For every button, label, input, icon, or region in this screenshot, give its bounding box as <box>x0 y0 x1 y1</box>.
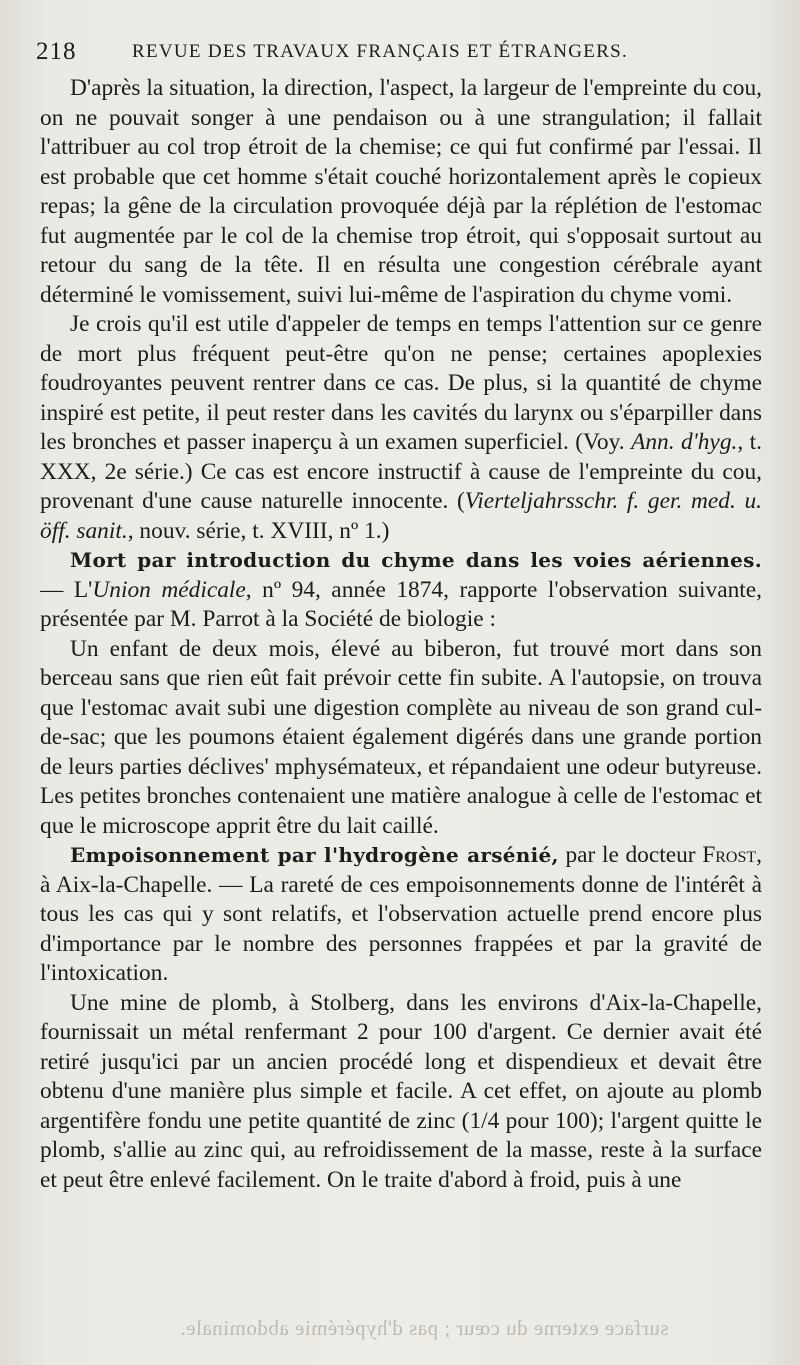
source-text: , nouv. série, t. XVIII, nº 1.) <box>127 517 390 544</box>
paragraph-text: D'après la situation, la direction, l'aspect, la largeur de l'empreinte du cou, on ne pouvait songer à une pendaison ou à une strangulation; il fallait l'attribuer au col trop étroit de la chemise; ce qui fut confirmé par l'essai. Il est probable que cet homme s'était couché horizontalement après le copieux repas; la gêne de la circulation provoquée déjà par la réplétion de l'estomac fut augmentée par le col de la chemise trop étroit, qui s'opposait surtout au retour du sang de la tête. Il en résulta une congestion cérébrale ayant déterminé le vomissement, suivi lui-même de l'aspiration du chyme vomi. <box>40 75 762 308</box>
paragraph-text: , à Aix-la-Chapelle. — La rareté de ces empoisonnements donne de l'intérêt à tous les cas qui y sont relatifs, et l'observation actuelle prend encore plus d'importance par le nombre des personnes frappées et par la gravité de l'intoxication. <box>40 842 762 986</box>
body-text <box>40 74 762 1195</box>
paragraph <box>40 74 762 310</box>
paragraph-text: par le docteur <box>558 842 703 868</box>
page-header <box>36 38 776 68</box>
section-heading: Mort par introduction du chyme dans les voies aériennes. <box>70 548 762 572</box>
author-name: Frost <box>702 842 757 868</box>
citation-text: , t. XXX, 2e série.) Ce cas est encore instructif à cause de l'empreinte du cou, provenant d'une cause naturelle innocente. ( <box>40 429 762 514</box>
paragraph-text: Un enfant de deux mois, élevé au biberon, fut trouvé mort dans son berceau sans que rien eût fait prévoir cette fin subite. A l'autopsie, on trouva que l'estomac avait subi une digestion complète au niveau de son grand cul-de-sac; que les poumons étaient également digérés dans une grande portion de leurs parties déclives' mphysémateux, et répandaient une odeur butyreuse. Les petites bronches contenaient une matière analogue à celle de l'estomac et que le microscope apprit être du lait caillé. <box>40 635 762 839</box>
paragraph <box>40 841 762 989</box>
paragraph <box>40 546 762 635</box>
paragraph <box>40 635 762 842</box>
paragraph <box>40 989 762 1196</box>
running-head: REVUE DES TRAVAUX FRANÇAIS ET ÉTRANGERS. <box>132 41 629 62</box>
section-heading: Empoisonnement par l'hydrogène arsénié, <box>70 843 559 867</box>
bleed-through-text: surface externe du cœur ; pas d'hypérémie abdominale. <box>180 1316 669 1340</box>
paragraph-text: Je crois qu'il est utile d'appeler de temps en temps l'attention sur ce genre de mort plus fréquent peut-être qu'on ne pense; certaines apoplexies foudroyantes peuvent rentrer dans ce cas. De plus, si la quantité de chyme inspiré est petite, il peut rester dans les cavités du larynx ou s'éparpiller dans les bronches et passer inaperçu à un examen superficiel. (Voy. <box>40 311 762 455</box>
paragraph <box>40 310 762 546</box>
citation-journal: Ann. d'hyg. <box>631 429 738 455</box>
dash-text: — L' <box>40 576 93 603</box>
source-journal: Vierteljahrsschr. f. ger. med. u. öff. sanit. <box>40 488 762 544</box>
page-number: 218 <box>36 38 77 65</box>
journal-name: Union médicale <box>92 576 246 603</box>
paragraph-text: Une mine de plomb, à Stolberg, dans les environs d'Aix-la-Chapelle, fournissait un métal renfermant 2 pour 100 d'argent. Ce dernier avait été retiré jusqu'ici par un ancien procédé long et dispendieux et devait être obtenu d'une manière plus simple et facile. A cet effet, on ajoute au plomb argentifère fondu une petite quantité de zinc (1/4 pour 100); l'argent quitte le plomb, s'allie au zinc qui, au refroidissement de la masse, reste à la surface et peut être enlevé facilement. On le traite d'abord à froid, puis à une <box>40 989 762 1193</box>
paragraph-text: , nº 94, année 1874, rapporte l'observation suivante, présentée par M. Parrot à la Société de biologie : <box>40 576 763 632</box>
